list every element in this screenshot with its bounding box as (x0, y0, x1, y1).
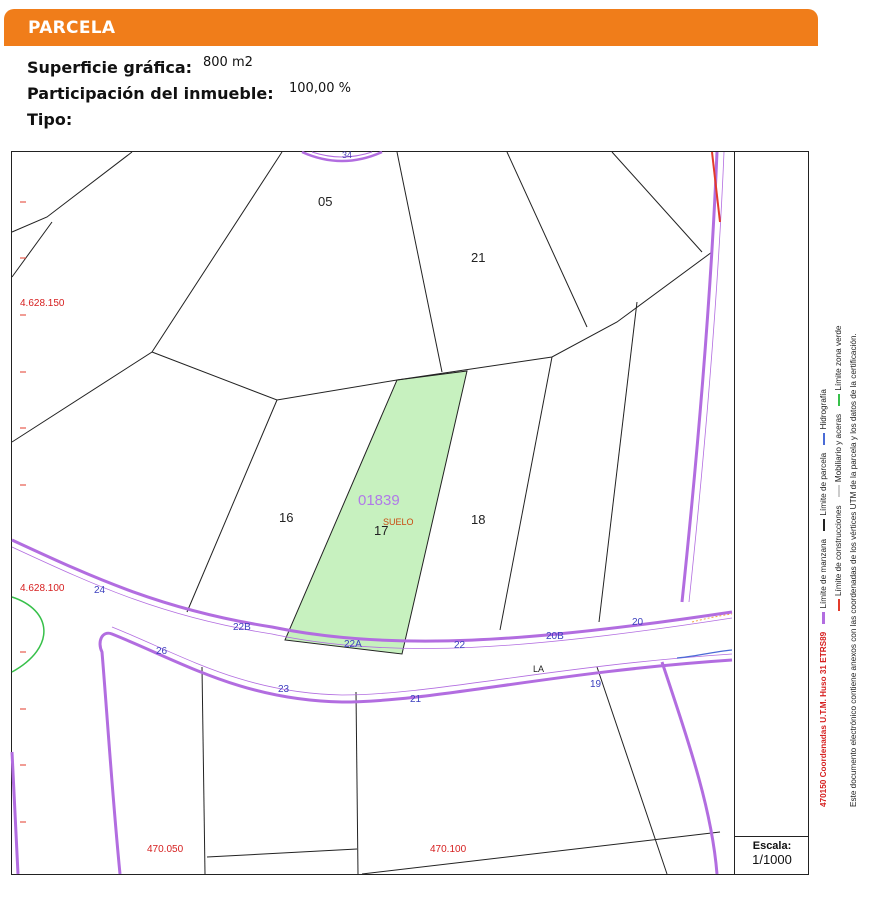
cadastral-map[interactable] (11, 150, 858, 875)
selected-plot[interactable] (285, 371, 467, 654)
legend-panel (734, 152, 858, 874)
neighbor-05: 05 (318, 194, 333, 209)
surface-row (27, 55, 253, 77)
surface-label: Superficie gráfica: (27, 58, 193, 77)
share-value: 100,00 % (289, 81, 351, 96)
plot-use: SUELO (383, 517, 414, 527)
house-number: 20B (546, 631, 564, 642)
neighbor-18: 18 (471, 512, 486, 527)
plot-reference: 01839 (358, 492, 400, 509)
legend-hydrography: Hidrografía (819, 389, 828, 430)
type-label: Tipo: (27, 110, 73, 129)
legend-block-limit: Límite de manzana (819, 538, 828, 609)
legend-parcel-limit: Límite de parcela (819, 452, 828, 516)
legend-note: Este documento electrónico contiene anexos con las coordenadas de los vértices UTM de la parcela y los datos de la certificación. (849, 333, 858, 807)
house-number: 20 (632, 617, 644, 628)
neighbor-21: 21 (471, 250, 486, 265)
section-header (4, 9, 818, 46)
house-number: 22B (233, 622, 251, 633)
legend-construction-limit: Límite de construcciones (834, 505, 843, 596)
scale-value: 1/1000 (752, 852, 792, 867)
coord-x-right: 470.100 (430, 844, 467, 855)
house-number: 24 (94, 585, 106, 596)
coord-y-upper: 4.628.150 (20, 298, 65, 309)
legend-coord-system: 470150 Coordenadas U.T.M. Huso 31 ETRS89 (819, 631, 828, 807)
legend-text (817, 167, 887, 807)
house-number: 23 (278, 684, 290, 695)
neighbor-34: 34 (342, 150, 353, 160)
house-number: 26 (156, 646, 168, 657)
legend-green-zone: Límite zona verde (834, 325, 843, 391)
house-number: 19 (590, 679, 602, 690)
coord-y-lower: 4.628.100 (20, 583, 65, 594)
street-name: LA (533, 664, 545, 674)
type-row (27, 110, 72, 129)
legend-furniture: Mobiliario y aceras (834, 413, 843, 483)
neighbor-16: 16 (279, 510, 294, 525)
house-number: 21 (410, 694, 422, 705)
coord-x-left: 470.050 (147, 844, 184, 855)
section-title: PARCELA (28, 18, 116, 38)
share-label: Participación del inmueble: (27, 84, 274, 103)
coordinate-ticks (20, 202, 26, 822)
house-number: 22 (454, 640, 466, 651)
house-number: 22A (344, 639, 362, 650)
surface-value: 800 m2 (203, 55, 253, 70)
plot-number: 17 (374, 523, 389, 538)
map-canvas (12, 152, 734, 874)
scale-box (735, 836, 809, 874)
scale-label: Escala: (752, 840, 792, 852)
share-row (27, 81, 351, 103)
